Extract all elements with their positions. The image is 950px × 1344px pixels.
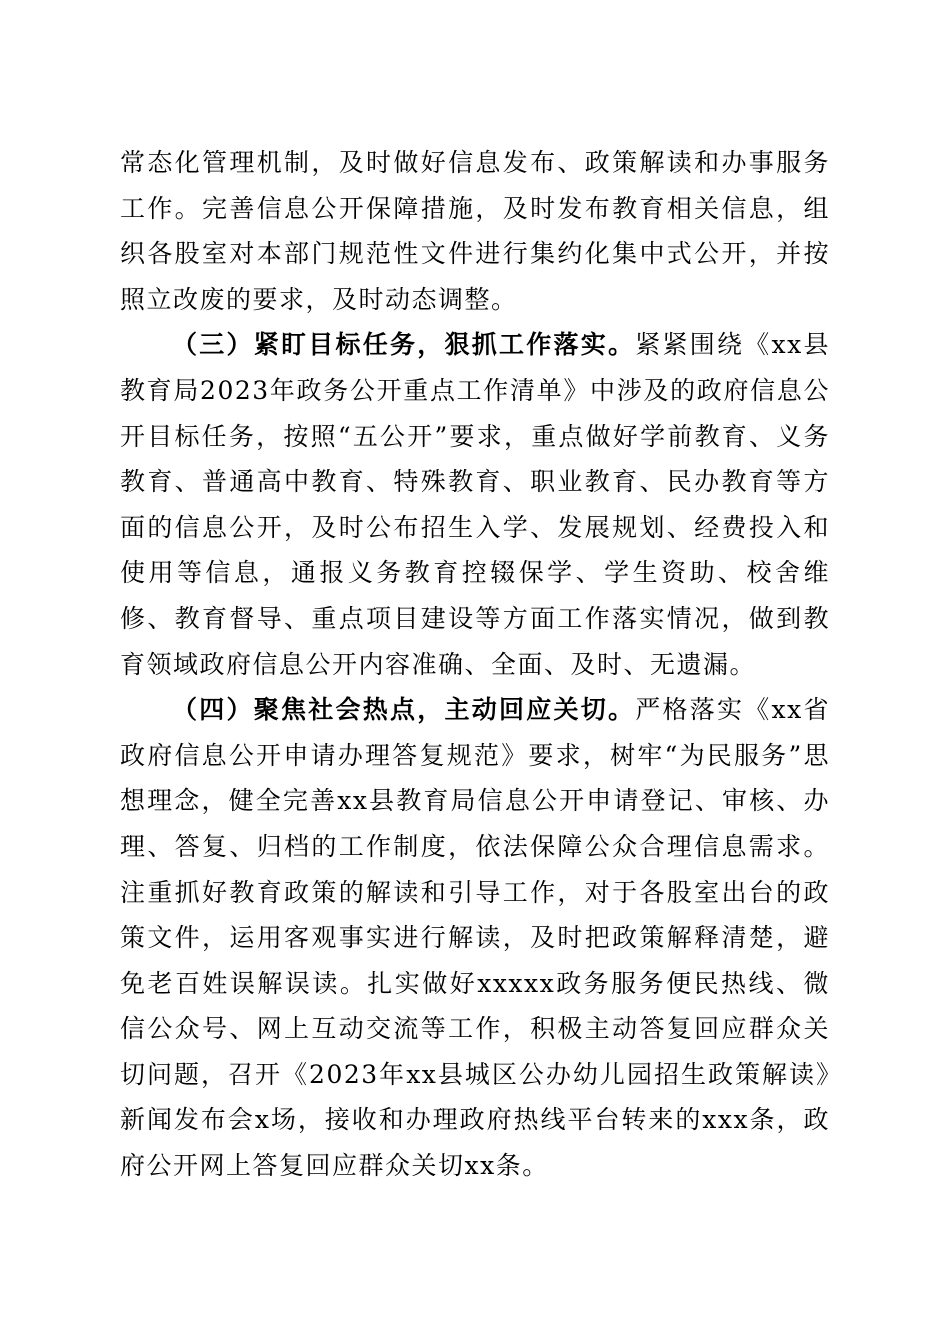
paragraph-body: 紧紧围绕《xx县教育局2023年政务公开重点工作清单》中涉及的政府信息公开目标任务，按照“五公开”要求，重点做好学前教育、义务教育、普通高中教育、特殊教育、职业教育、民办教育等方面的信息公开，及时公布招生入学、发展规划、经费投入和使用等信息，通报义务教育控辍保学、学生资助、校舍维修、教育督导、重点项目建设等方面工作落实情况，做到教育领域政府信息公开内容准确、全面、及时、无遗漏。 — [120, 330, 830, 679]
paragraph-section-3 — [120, 322, 830, 687]
section-heading: （三）紧盯目标任务，狠抓工作落实。 — [172, 330, 636, 360]
paragraph-body: 严格落实《xx省政府信息公开申请办理答复规范》要求，树牢“为民服务”思想理念，健全完善xx县教育局信息公开申请登记、审核、办理、答复、归档的工作制度，依法保障公众合理信息需求。注重抓好教育政策的解读和引导工作，对于各股室出台的政策文件，运用客观事实进行解读，及时把政策解释清楚，避免老百姓误解误读。扎实做好xxxxx政务服务便民热线、微信公众号、网上互动交流等工作，积极主动答复回应群众关切问题，召开《2023年xx县城区公办幼儿园招生政策解读》新闻发布会x场，接收和办理政府热线平台转来的xxx条，政府公开网上答复回应群众关切xx条。 — [120, 695, 830, 1181]
paragraph-body: 常态化管理机制，及时做好信息发布、政策解读和办事服务工作。完善信息公开保障措施，及时发布教育相关信息，组织各股室对本部门规范性文件进行集约化集中式公开，并按照立改废的要求，及时动态调整。 — [120, 148, 830, 314]
document-page — [120, 140, 830, 1189]
paragraph-continuation — [120, 140, 830, 322]
paragraph-section-4 — [120, 687, 830, 1189]
section-heading: （四）聚焦社会热点，主动回应关切。 — [172, 695, 636, 725]
